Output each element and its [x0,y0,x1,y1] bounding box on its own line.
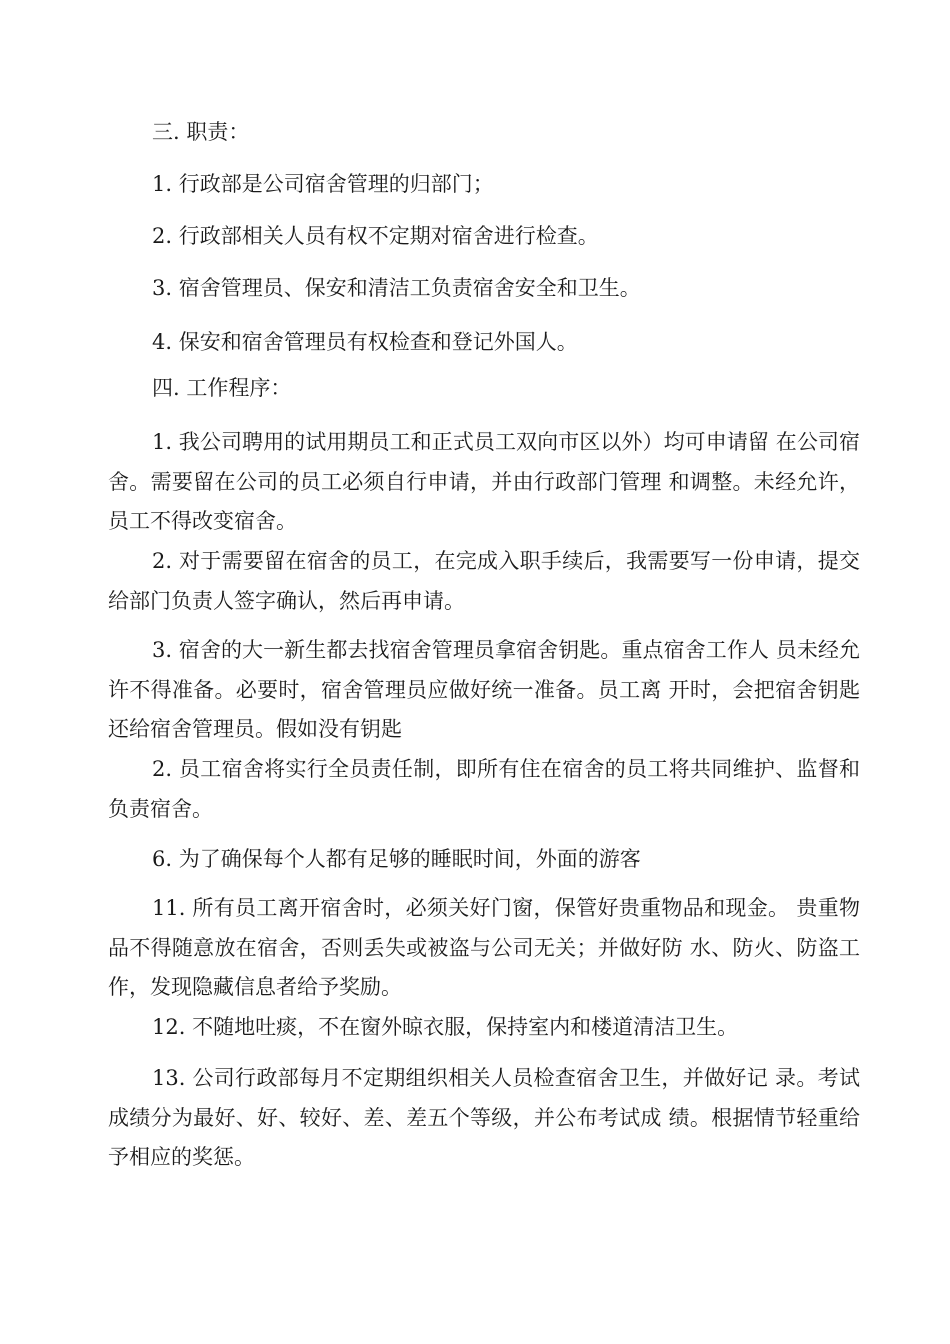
procedure-paragraph: 1. 我公司聘用的试用期员工和正式员工双向市区以外）均可申请留 在公司宿舍。需要留在公司的员工必须自行申请，并由行政部门管理 和调整。未经允许，员工不得改变宿舍。 [108,430,860,533]
procedure-paragraph: 3. 宿舍的大一新生都去找宿舍管理员拿宿舍钥匙。重点宿舍工作人 员未经允许不得准备。必要时，宿舍管理员应做好统一准备。员工离 开时，会把宿舍钥匙还给宿舍管理员。假如没有钥匙 [108,638,860,741]
duty-item: 3. 宿舍管理员、保安和清洁工负责宿舍安全和卫生。 [152,276,641,300]
duty-item: 4. 保安和宿舍管理员有权检查和登记外国人。 [152,330,578,354]
procedure-paragraph: 12. 不随地吐痰，不在窗外晾衣服，保持室内和楼道清洁卫生。 [152,1015,739,1039]
duty-item: 1. 行政部是公司宿舍管理的归部门； [152,172,494,196]
section-heading-duties: 三. 职责： [152,120,250,144]
procedure-paragraph: 11. 所有员工离开宿舍时，必须关好门窗，保管好贵重物品和现金。 贵重物品不得随意放在宿舍，否则丢失或被盗与公司无关；并做好防 水、防火、防盗工作，发现隐藏信息者给予奖励。 [108,896,860,999]
procedure-paragraph: 2. 对于需要留在宿舍的员工，在完成入职手续后，我需要写一份申请，提交给部门负责人签字确认，然后再申请。 [108,549,860,613]
procedure-paragraph: 13. 公司行政部每月不定期组织相关人员检查宿舍卫生，并做好记 录。考试成绩分为最好、好、较好、差、差五个等级，并公布考试成 绩。根据情节轻重给予相应的奖惩。 [108,1066,860,1169]
duty-item: 2. 行政部相关人员有权不定期对宿舍进行检查。 [152,224,599,248]
procedure-paragraph: 2. 员工宿舍将实行全员责任制，即所有住在宿舍的员工将共同维护、监督和负责宿舍。 [108,757,860,821]
section-heading-procedure: 四. 工作程序： [152,376,292,400]
procedure-paragraph: 6. 为了确保每个人都有足够的睡眠时间，外面的游客 [152,847,641,871]
